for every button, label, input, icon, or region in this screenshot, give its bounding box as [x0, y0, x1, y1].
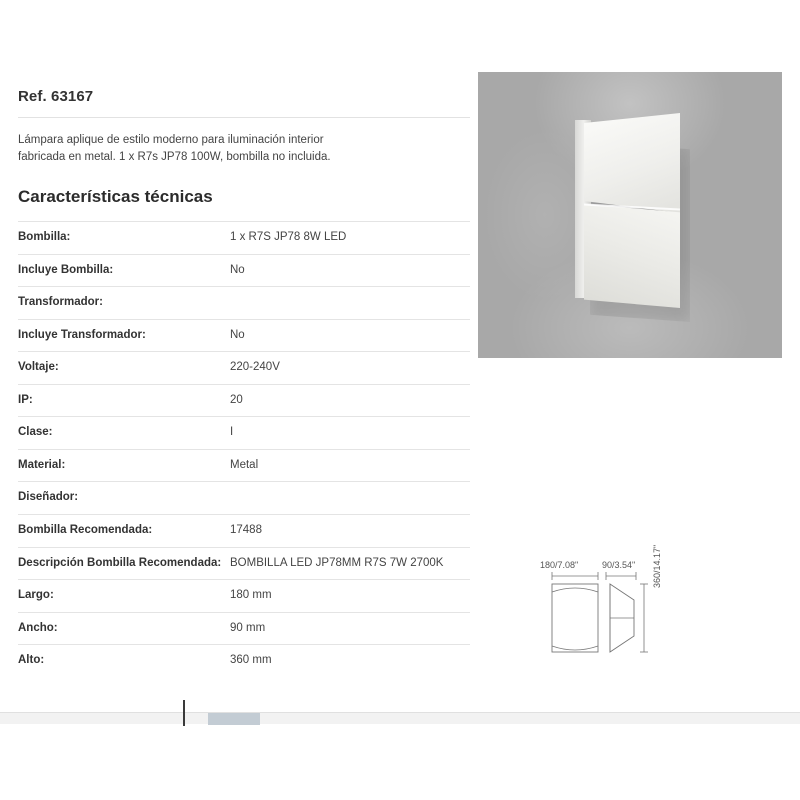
dimension-diagram-svg: [540, 570, 720, 680]
technical-specs-heading: Características técnicas: [18, 187, 213, 207]
spec-value: No: [230, 328, 245, 341]
spec-label: Descripción Bombilla Recomendada:: [18, 556, 222, 569]
spec-label: Diseñador:: [18, 491, 79, 504]
spec-value: No: [230, 263, 245, 276]
spec-value: BOMBILLA LED JP78MM R7S 7W 2700K: [230, 556, 444, 569]
spec-label: Ancho:: [18, 621, 58, 634]
spec-value: [230, 482, 470, 515]
table-row: [18, 645, 470, 677]
table-row: [18, 319, 470, 352]
product-description: Lámpara aplique de estilo moderno para iluminación interior fabricada en metal. 1 x R7s JP78 100W, bombilla no incluida.: [18, 134, 331, 163]
spec-label: Incluye Transformador:: [18, 328, 146, 341]
table-row: [18, 580, 470, 613]
lamp-front-panel-lower: [584, 204, 680, 308]
spec-label: Bombilla Recomendada:: [18, 523, 153, 536]
technical-specs-table: [18, 221, 470, 676]
dimension-drawing: [540, 544, 720, 670]
product-info-column: [18, 88, 470, 677]
spec-value: [230, 287, 470, 320]
bottom-strip-accent: [208, 713, 260, 725]
product-photo: [478, 72, 782, 358]
table-row: [18, 254, 470, 287]
dimension-height-label: 360/14.17": [652, 544, 662, 588]
spec-value: 360 mm: [230, 654, 272, 667]
spec-label: Transformador:: [18, 296, 103, 309]
spec-value: Metal: [230, 458, 259, 471]
table-row: [18, 222, 470, 255]
spec-value: 17488: [230, 523, 262, 536]
spec-value: 20: [230, 393, 243, 406]
spec-label: Clase:: [18, 426, 53, 439]
spec-label: Incluye Bombilla:: [18, 263, 114, 276]
spec-label: IP:: [18, 393, 33, 406]
dimension-width-label: 180/7.08": [540, 560, 579, 570]
table-row: [18, 612, 470, 645]
spec-value: 220-240V: [230, 361, 280, 374]
spec-value: I: [230, 426, 234, 439]
table-row: [18, 449, 470, 482]
table-row: [18, 547, 470, 580]
table-row: [18, 514, 470, 547]
lamp-front-panel-upper: [584, 113, 680, 213]
dimension-depth-label: 90/3.54": [602, 560, 636, 570]
spec-value: 180 mm: [230, 589, 272, 602]
spec-label: Largo:: [18, 589, 54, 602]
spec-value: 1 x R7S JP78 8W LED: [230, 231, 347, 244]
table-row: [18, 287, 470, 320]
spec-value: 90 mm: [230, 621, 266, 634]
bottom-strip-tick-mark: [183, 700, 185, 726]
table-row: [18, 384, 470, 417]
page-title: Ref. 63167: [18, 88, 470, 118]
spec-label: Bombilla:: [18, 231, 71, 244]
table-row: [18, 482, 470, 515]
spec-label: Alto:: [18, 654, 45, 667]
spec-label: Material:: [18, 458, 66, 471]
table-row: [18, 352, 470, 385]
table-row: [18, 417, 470, 450]
page-bottom-strip: [0, 712, 800, 724]
spec-label: Voltaje:: [18, 361, 59, 374]
